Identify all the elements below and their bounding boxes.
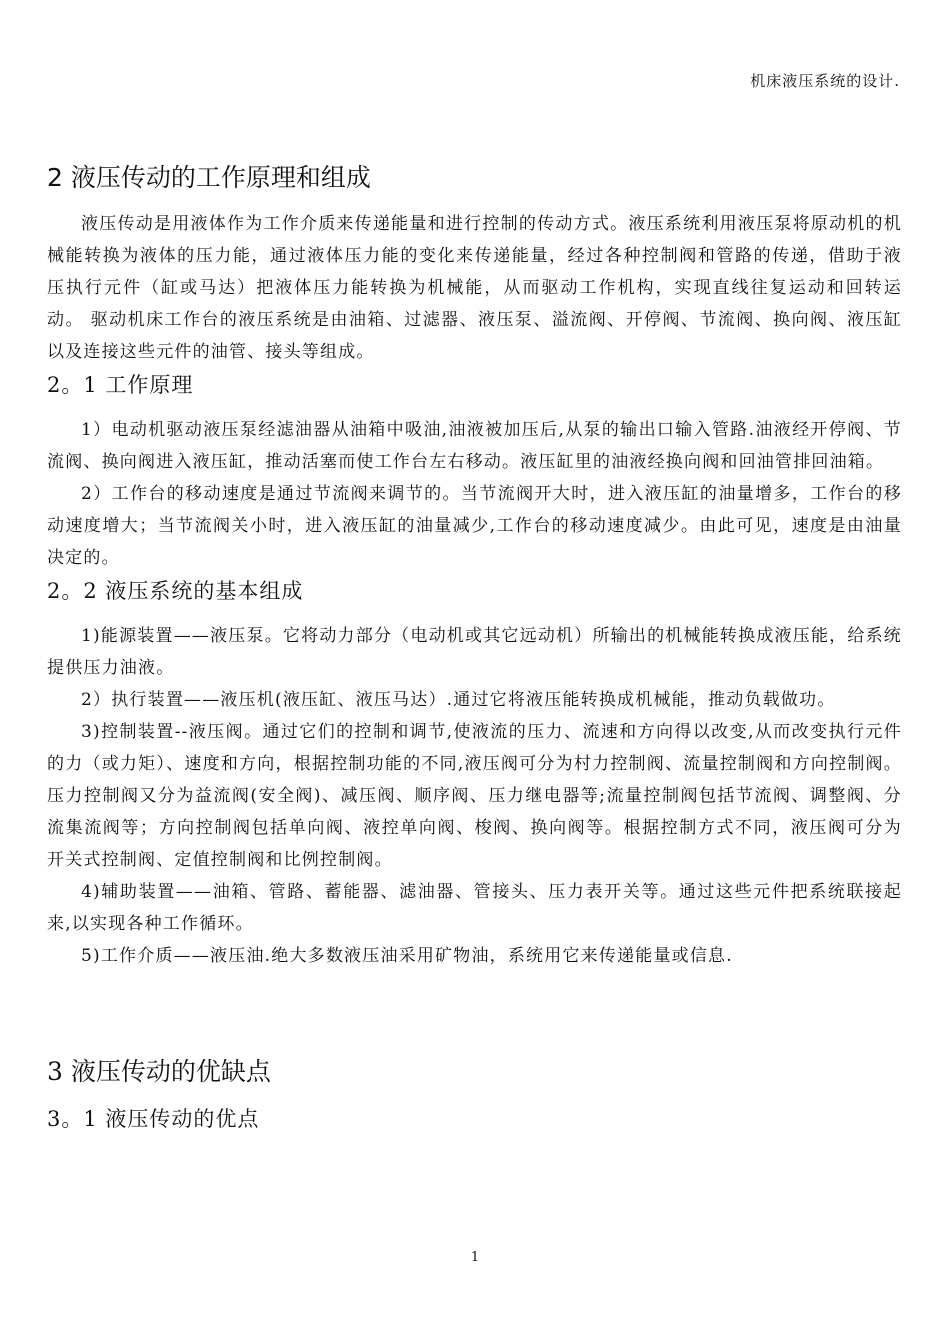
section-2-1-title: 2。1 工作原理 <box>47 373 194 397</box>
section-2-2-title: 2。2 液压系统的基本组成 <box>47 579 304 603</box>
section-3-title: 3 液压传动的优缺点 <box>47 1057 271 1086</box>
running-header: 机床液压系统的设计. <box>750 72 900 90</box>
section-2-title: 2 液压传动的工作原理和组成 <box>47 163 371 192</box>
section-2-2-para-1: 1)能源装置——液压泵。它将动力部分（电动机或其它远动机）所输出的机械能转换成液压能，给系统提供压力油液。 <box>47 626 902 678</box>
section-2-intro: 液压传动是用液体作为工作介质来传递能量和进行控制的传动方式。液压系统利用液压泵将原动机的机械能转换为液体的压力能，通过液体压力能的变化来传递能量，经过各种控制阀和管路的传递，借助于液压执行元件（缸或马达）把液体压力能转换为机械能，从而驱动工作机构，实现直线往复运动和回转运动。 驱动机床工作台的液压系统是由油箱、过滤器、液压泵、溢流阀、开停阀、节流阀、换向阀、液压缸以及连接这些元件的油管、接头等组成。 <box>47 214 902 362</box>
section-3-1-title: 3。1 液压传动的优点 <box>47 1107 260 1131</box>
page-number: 1 <box>470 1250 480 1265</box>
section-2-2-para-4: 4)辅助装置——油箱、管路、蓄能器、滤油器、管接头、压力表开关等。通过这些元件把系统联接起来,以实现各种工作循环。 <box>47 882 902 934</box>
section-2-1-para-2: 2）工作台的移动速度是通过节流阀来调节的。当节流阀开大时，进入液压缸的油量增多，工作台的移动速度增大；当节流阀关小时，进入液压缸的油量减少,工作台的移动速度减少。由此可见，速度是由油量决定的。 <box>47 484 902 568</box>
section-gap <box>47 972 902 1052</box>
page-content <box>47 158 902 1148</box>
section-2-2-para-2: 2）执行装置——液压机(液压缸、液压马达）.通过它将液压能转换成机械能，推动负载做功。 <box>81 690 836 710</box>
section-2-2-para-3: 3)控制装置--液压阀。通过它们的控制和调节,使液流的压力、流速和方向得以改变,从而改变执行元件的力（或力矩）、速度和方向，根据控制功能的不同,液压阀可分为村力控制阀、流量控制阀和方向控制阀。压力控制阀又分为益流阀(安全阀)、减压阀、顺序阀、压力继电器等;流量控制阀包括节流阀、调整阀、分流集流阀等；方向控制阀包括单向阀、液控单向阀、梭阀、换向阀等。根据控制方式不同，液压阀可分为开关式控制阀、定值控制阀和比例控制阀。 <box>47 722 902 870</box>
section-2-2-para-5: 5)工作介质——液压油.绝大多数液压油采用矿物油，系统用它来传递能量或信息. <box>81 946 733 966</box>
section-2-1-para-1: 1）电动机驱动液压泵经滤油器从油箱中吸油,油液被加压后,从泵的输出口输入管路.油液经开停阀、节流阀、换向阀进入液压缸，推动活塞而使工作台左右移动。液压缸里的油液经换向阀和回油管排回油箱。 <box>47 420 902 472</box>
